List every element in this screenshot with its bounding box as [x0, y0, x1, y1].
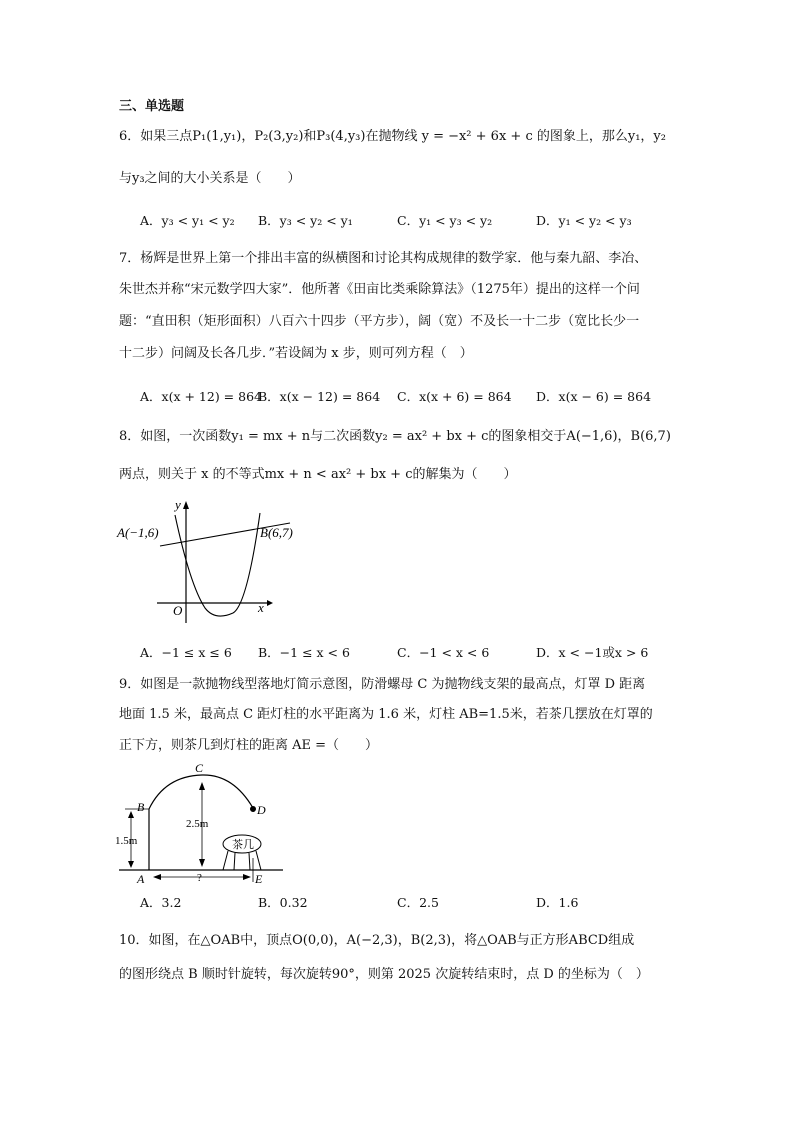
q9-height-label-1: 1.5m	[115, 835, 138, 847]
q9-figure	[115, 762, 290, 886]
q7-option-b[interactable]: B．x(x − 12) = 864	[258, 389, 381, 404]
q9-point-c-label: C	[195, 762, 204, 775]
q9-point-e-label: E	[255, 872, 263, 886]
q8-option-b[interactable]: B．−1 ≤ x < 6	[258, 645, 350, 660]
q10-line-1: 10．如图，在△OAB中，顶点O(0,0)，A(−2,3)，B(2,3)，将△OAB与正方形ABCD组成	[119, 933, 635, 948]
q9-point-a-label: A	[137, 872, 145, 886]
q7-line-2: 朱世杰并称“宋元数学四大家”．他所著《田亩比类乘除算法》（1275年）提出的这样一个问	[119, 282, 640, 297]
q9-option-d[interactable]: D．1.6	[536, 895, 579, 910]
q8-x-axis-label: x	[258, 600, 264, 615]
q8-origin-label: O	[173, 603, 183, 618]
q8-line-2: 两点，则关于 x 的不等式mx + n < ax² + bx + c的解集为（ ）	[119, 467, 517, 482]
q9-line-3: 正下方，则茶几到灯柱的距离 AE =（ ）	[119, 738, 379, 753]
q8-option-d[interactable]: D．x < −1或x > 6	[536, 645, 649, 660]
q6-option-a[interactable]: A．y₃ < y₁ < y₂	[140, 213, 235, 228]
q7-option-c[interactable]: C．x(x + 6) = 864	[397, 389, 512, 404]
q8-y-axis-label: y	[175, 497, 181, 512]
q9-height-label-2: 2.5m	[186, 818, 209, 830]
q9-line-2: 地面 1.5 米，最高点 C 距灯柱的水平距离为 1.6 米，灯柱 AB=1.5米，若茶几摆放在灯罩的	[119, 707, 653, 722]
q9-option-a[interactable]: A．3.2	[140, 895, 182, 910]
q7-line-4: 十二步）问阔及长各几步．”若设阔为 x 步，则可列方程（ ）	[119, 346, 473, 361]
q8-option-c[interactable]: C．−1 < x < 6	[397, 645, 490, 660]
q9-line-1: 9．如图是一款抛物线型落地灯简示意图，防滑螺母 C 为抛物线支架的最高点，灯罩 D 距离	[119, 677, 646, 692]
q9-option-c[interactable]: C．2.5	[397, 895, 439, 910]
q10-line-2: 的图形绕点 B 顺时针旋转，每次旋转90°，则第 2025 次旋转结束时，点 D 的坐标为（ ）	[119, 967, 649, 982]
q8-parabola-graph	[175, 513, 260, 616]
section-title: 三、单选题	[119, 99, 185, 114]
q6-option-c[interactable]: C．y₁ < y₃ < y₂	[397, 213, 493, 228]
q8-point-b-label: B(6,7)	[260, 525, 293, 540]
q9-tea-table-label: 茶几	[232, 839, 254, 851]
q7-option-a[interactable]: A．x(x + 12) = 864	[140, 389, 262, 404]
q9-option-b[interactable]: B．0.32	[258, 895, 308, 910]
q9-distance-label: ?	[197, 872, 202, 884]
q7-option-d[interactable]: D．x(x − 6) = 864	[536, 389, 652, 404]
q9-point-b-label: B	[137, 800, 145, 814]
q8-line-1: 8．如图，一次函数y₁ = mx + n与二次函数y₂ = ax² + bx + c的图象相交于A(−1,6)，B(6,7)	[119, 429, 671, 444]
q6-line-2: 与y₃之间的大小关系是（ ）	[119, 171, 301, 186]
q6-line-1: 6．如果三点P₁(1,y₁)，P₂(3,y₂)和P₃(4,y₃)在抛物线 y = −x² + 6x + c 的图象上，那么y₁，y₂	[119, 129, 666, 144]
q6-option-b[interactable]: B．y₃ < y₂ < y₁	[258, 213, 353, 228]
q6-option-d[interactable]: D．y₁ < y₂ < y₃	[536, 213, 632, 228]
q9-lamp-arm	[149, 775, 253, 809]
q7-line-3: 题：“直田积（矩形面积）八百六十四步（平方步），阔（宽）不及长一十二步（宽比长少一	[119, 314, 640, 329]
q7-line-1: 7．杨辉是世界上第一个排出丰富的纵横图和讨论其构成规律的数学家．他与秦九韶、李冶、	[119, 251, 648, 266]
q8-figure	[115, 495, 295, 625]
q8-point-a-label: A(−1,6)	[117, 525, 159, 540]
q9-point-d-label: D	[257, 803, 266, 817]
q9-lamp-shade-dot	[250, 806, 256, 812]
q8-option-a[interactable]: A．−1 ≤ x ≤ 6	[140, 645, 232, 660]
